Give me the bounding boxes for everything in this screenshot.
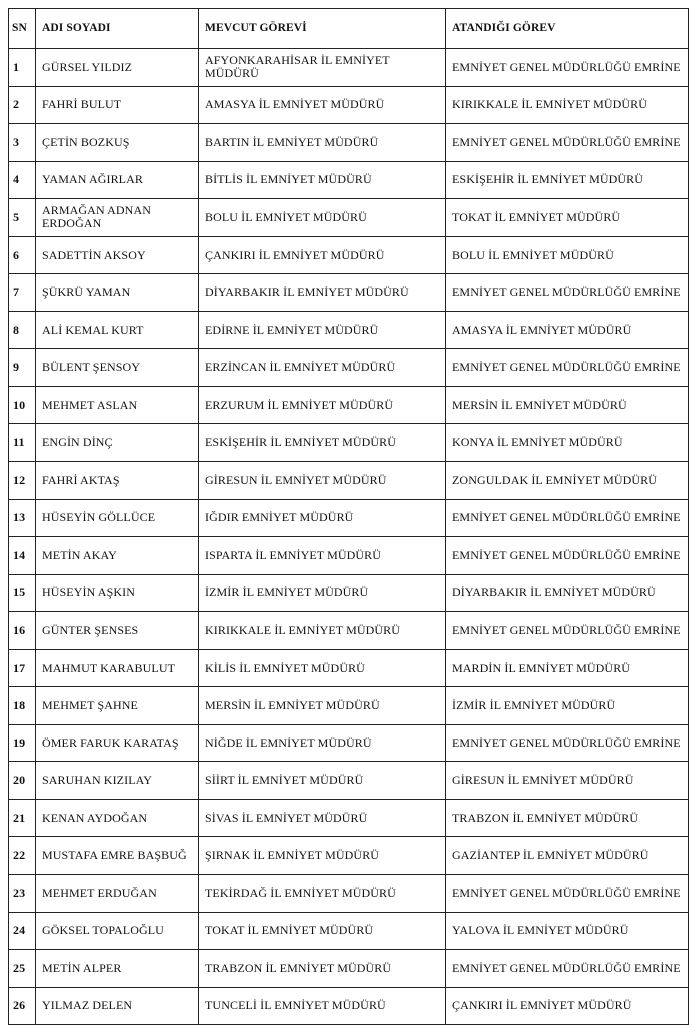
table-row	[9, 199, 689, 237]
cell-sn: 17	[9, 649, 36, 687]
cell-name: MUSTAFA EMRE BAŞBUĞ	[36, 837, 199, 875]
cell-name: MEHMET ERDUĞAN	[36, 875, 199, 913]
cell-name: ARMAĞAN ADNAN ERDOĞAN	[36, 199, 199, 237]
cell-current-duty: TUNCELİ İL EMNİYET MÜDÜRÜ	[199, 987, 446, 1025]
header-assigned-duty: ATANDIĞI GÖREV	[446, 9, 689, 49]
cell-sn: 15	[9, 574, 36, 612]
table-row	[9, 574, 689, 612]
cell-name: METİN ALPER	[36, 950, 199, 988]
table-row	[9, 687, 689, 725]
cell-assigned-duty: ZONGULDAK İL EMNİYET MÜDÜRÜ	[446, 462, 689, 500]
cell-sn: 20	[9, 762, 36, 800]
cell-current-duty: İZMİR İL EMNİYET MÜDÜRÜ	[199, 574, 446, 612]
table-row	[9, 724, 689, 762]
cell-sn: 22	[9, 837, 36, 875]
header-row	[9, 9, 689, 49]
cell-assigned-duty: EMNİYET GENEL MÜDÜRLÜĞÜ EMRİNE	[446, 612, 689, 650]
appointment-list-sheet	[8, 8, 688, 1025]
cell-assigned-duty: EMNİYET GENEL MÜDÜRLÜĞÜ EMRİNE	[446, 349, 689, 387]
cell-name: HÜSEYİN GÖLLÜCE	[36, 499, 199, 537]
cell-current-duty: ISPARTA İL EMNİYET MÜDÜRÜ	[199, 537, 446, 575]
cell-current-duty: KIRIKKALE İL EMNİYET MÜDÜRÜ	[199, 612, 446, 650]
cell-assigned-duty: MERSİN İL EMNİYET MÜDÜRÜ	[446, 386, 689, 424]
cell-assigned-duty: TRABZON İL EMNİYET MÜDÜRÜ	[446, 799, 689, 837]
cell-assigned-duty: MARDİN İL EMNİYET MÜDÜRÜ	[446, 649, 689, 687]
cell-sn: 5	[9, 199, 36, 237]
table-row	[9, 875, 689, 913]
cell-current-duty: ERZİNCAN İL EMNİYET MÜDÜRÜ	[199, 349, 446, 387]
table-row	[9, 86, 689, 124]
cell-sn: 18	[9, 687, 36, 725]
cell-current-duty: ÇANKIRI İL EMNİYET MÜDÜRÜ	[199, 236, 446, 274]
header-name: ADI SOYADI	[36, 9, 199, 49]
table-body	[9, 49, 689, 1025]
cell-assigned-duty: EMNİYET GENEL MÜDÜRLÜĞÜ EMRİNE	[446, 274, 689, 312]
cell-sn: 9	[9, 349, 36, 387]
cell-sn: 11	[9, 424, 36, 462]
cell-sn: 4	[9, 161, 36, 199]
cell-name: GÜNTER ŞENSES	[36, 612, 199, 650]
cell-assigned-duty: EMNİYET GENEL MÜDÜRLÜĞÜ EMRİNE	[446, 950, 689, 988]
cell-current-duty: MERSİN İL EMNİYET MÜDÜRÜ	[199, 687, 446, 725]
cell-current-duty: AFYONKARAHİSAR İL EMNİYET MÜDÜRÜ	[199, 49, 446, 87]
header-current-duty: MEVCUT GÖREVİ	[199, 9, 446, 49]
cell-current-duty: KİLİS İL EMNİYET MÜDÜRÜ	[199, 649, 446, 687]
cell-current-duty: EDİRNE İL EMNİYET MÜDÜRÜ	[199, 311, 446, 349]
table-row	[9, 762, 689, 800]
cell-sn: 19	[9, 724, 36, 762]
cell-current-duty: TRABZON İL EMNİYET MÜDÜRÜ	[199, 950, 446, 988]
cell-assigned-duty: YALOVA İL EMNİYET MÜDÜRÜ	[446, 912, 689, 950]
table-row	[9, 799, 689, 837]
cell-assigned-duty: DİYARBAKIR İL EMNİYET MÜDÜRÜ	[446, 574, 689, 612]
cell-current-duty: ERZURUM İL EMNİYET MÜDÜRÜ	[199, 386, 446, 424]
cell-name: BÜLENT ŞENSOY	[36, 349, 199, 387]
cell-name: GÖKSEL TOPALOĞLU	[36, 912, 199, 950]
cell-assigned-duty: EMNİYET GENEL MÜDÜRLÜĞÜ EMRİNE	[446, 724, 689, 762]
cell-sn: 7	[9, 274, 36, 312]
cell-assigned-duty: BOLU İL EMNİYET MÜDÜRÜ	[446, 236, 689, 274]
cell-sn: 6	[9, 236, 36, 274]
cell-name: ÇETİN BOZKUŞ	[36, 124, 199, 162]
cell-assigned-duty: KIRIKKALE İL EMNİYET MÜDÜRÜ	[446, 86, 689, 124]
cell-current-duty: DİYARBAKIR İL EMNİYET MÜDÜRÜ	[199, 274, 446, 312]
cell-assigned-duty: EMNİYET GENEL MÜDÜRLÜĞÜ EMRİNE	[446, 49, 689, 87]
cell-sn: 23	[9, 875, 36, 913]
cell-sn: 26	[9, 987, 36, 1025]
appointment-table	[8, 8, 689, 1025]
cell-name: ALİ KEMAL KURT	[36, 311, 199, 349]
table-row	[9, 462, 689, 500]
cell-current-duty: BİTLİS İL EMNİYET MÜDÜRÜ	[199, 161, 446, 199]
cell-name: SARUHAN KIZILAY	[36, 762, 199, 800]
cell-assigned-duty: ÇANKIRI İL EMNİYET MÜDÜRÜ	[446, 987, 689, 1025]
cell-name: ŞÜKRÜ YAMAN	[36, 274, 199, 312]
cell-assigned-duty: TOKAT İL EMNİYET MÜDÜRÜ	[446, 199, 689, 237]
cell-current-duty: NİĞDE İL EMNİYET MÜDÜRÜ	[199, 724, 446, 762]
cell-sn: 24	[9, 912, 36, 950]
cell-name: SADETTİN AKSOY	[36, 236, 199, 274]
cell-assigned-duty: EMNİYET GENEL MÜDÜRLÜĞÜ EMRİNE	[446, 537, 689, 575]
cell-assigned-duty: KONYA İL EMNİYET MÜDÜRÜ	[446, 424, 689, 462]
cell-name: YILMAZ DELEN	[36, 987, 199, 1025]
cell-assigned-duty: GİRESUN İL EMNİYET MÜDÜRÜ	[446, 762, 689, 800]
cell-current-duty: TEKİRDAĞ İL EMNİYET MÜDÜRÜ	[199, 875, 446, 913]
table-header	[9, 9, 689, 49]
table-row	[9, 987, 689, 1025]
cell-sn: 14	[9, 537, 36, 575]
cell-name: MEHMET ŞAHNE	[36, 687, 199, 725]
cell-current-duty: SİVAS İL EMNİYET MÜDÜRÜ	[199, 799, 446, 837]
cell-sn: 10	[9, 386, 36, 424]
cell-current-duty: ESKİŞEHİR İL EMNİYET MÜDÜRÜ	[199, 424, 446, 462]
cell-current-duty: SİİRT İL EMNİYET MÜDÜRÜ	[199, 762, 446, 800]
table-row	[9, 49, 689, 87]
cell-name: HÜSEYİN AŞKIN	[36, 574, 199, 612]
table-row	[9, 837, 689, 875]
cell-current-duty: TOKAT İL EMNİYET MÜDÜRÜ	[199, 912, 446, 950]
header-sn: SN	[9, 9, 36, 49]
cell-assigned-duty: GAZİANTEP İL EMNİYET MÜDÜRÜ	[446, 837, 689, 875]
cell-assigned-duty: EMNİYET GENEL MÜDÜRLÜĞÜ EMRİNE	[446, 124, 689, 162]
cell-current-duty: IĞDIR EMNİYET MÜDÜRÜ	[199, 499, 446, 537]
cell-sn: 1	[9, 49, 36, 87]
table-row	[9, 537, 689, 575]
table-row	[9, 349, 689, 387]
table-row	[9, 649, 689, 687]
cell-name: METİN AKAY	[36, 537, 199, 575]
cell-sn: 21	[9, 799, 36, 837]
table-row	[9, 499, 689, 537]
cell-name: KENAN AYDOĞAN	[36, 799, 199, 837]
cell-name: MAHMUT KARABULUT	[36, 649, 199, 687]
cell-name: FAHRİ AKTAŞ	[36, 462, 199, 500]
cell-assigned-duty: ESKİŞEHİR İL EMNİYET MÜDÜRÜ	[446, 161, 689, 199]
cell-sn: 2	[9, 86, 36, 124]
cell-name: FAHRİ BULUT	[36, 86, 199, 124]
cell-assigned-duty: AMASYA İL EMNİYET MÜDÜRÜ	[446, 311, 689, 349]
table-row	[9, 124, 689, 162]
table-row	[9, 161, 689, 199]
table-row	[9, 274, 689, 312]
cell-current-duty: BOLU İL EMNİYET MÜDÜRÜ	[199, 199, 446, 237]
table-row	[9, 612, 689, 650]
cell-assigned-duty: EMNİYET GENEL MÜDÜRLÜĞÜ EMRİNE	[446, 875, 689, 913]
table-row	[9, 236, 689, 274]
cell-name: YAMAN AĞIRLAR	[36, 161, 199, 199]
cell-sn: 13	[9, 499, 36, 537]
cell-name: GÜRSEL YILDIZ	[36, 49, 199, 87]
cell-sn: 25	[9, 950, 36, 988]
table-row	[9, 950, 689, 988]
cell-sn: 8	[9, 311, 36, 349]
cell-current-duty: BARTIN İL EMNİYET MÜDÜRÜ	[199, 124, 446, 162]
cell-current-duty: ŞIRNAK İL EMNİYET MÜDÜRÜ	[199, 837, 446, 875]
cell-sn: 3	[9, 124, 36, 162]
table-row	[9, 311, 689, 349]
cell-name: ENGİN DİNÇ	[36, 424, 199, 462]
cell-current-duty: GİRESUN İL EMNİYET MÜDÜRÜ	[199, 462, 446, 500]
cell-name: MEHMET ASLAN	[36, 386, 199, 424]
cell-sn: 12	[9, 462, 36, 500]
cell-sn: 16	[9, 612, 36, 650]
cell-current-duty: AMASYA İL EMNİYET MÜDÜRÜ	[199, 86, 446, 124]
cell-name: ÖMER FARUK KARATAŞ	[36, 724, 199, 762]
table-row	[9, 424, 689, 462]
cell-assigned-duty: EMNİYET GENEL MÜDÜRLÜĞÜ EMRİNE	[446, 499, 689, 537]
table-row	[9, 912, 689, 950]
table-row	[9, 386, 689, 424]
cell-assigned-duty: İZMİR İL EMNİYET MÜDÜRÜ	[446, 687, 689, 725]
